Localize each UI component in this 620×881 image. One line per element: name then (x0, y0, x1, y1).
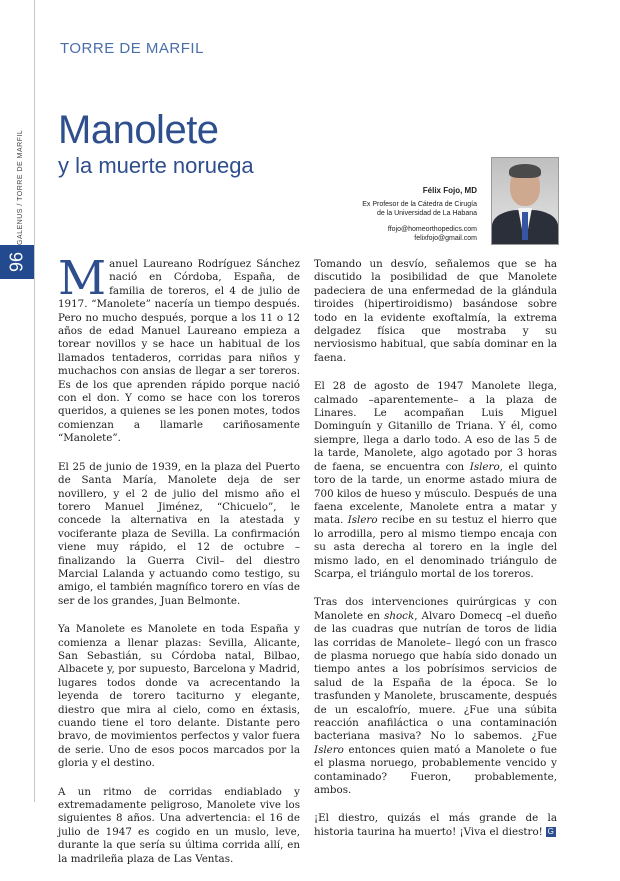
article-column-left (58, 251, 300, 881)
author-affiliation-line-1: Ex Profesor de la Cátedra de Cirugía (362, 201, 477, 208)
paragraph-7-part-2: , Alvaro Domecq –el dueño de las cuadras que nutrían de toros de lidia las corridas de Manolete– llegó con un frasco de plasma noruego que había sido donado un tiempo antes a los pobrísimos servicios de salud de la España de la época. Se lo trasfunden y Manolete, bruscamente, después de un escalofrío, muere. ¿Fue una súbita reacción anafiláctica o una contaminación bacteriana masiva? No lo sabemos. ¿Fue (314, 609, 558, 743)
author-photo (491, 157, 559, 245)
paragraph-4: A un ritmo de corridas endiablado y extremadamente peligroso, Manolete vive los siguientes 8 años. Una advertencia: el 16 de julio de 1947 es cogido en un muslo, leve, durante la que sería su última corrida allí, en la madrileña plaza de Las Ventas. (58, 785, 300, 865)
author-name: Félix Fojo, MD (422, 186, 477, 195)
islero-italic-3: Islero (314, 743, 344, 756)
paragraph-1-text: anuel Laureano Rodríguez Sánchez nació en Córdoba, España, de familia de toreros, el 4 de julio de 1917. “Manolete” nacería un tiempo después. Pero no mucho después, porque a los 11 o 12 años de edad Manuel Laureano empieza a torear novillos y se hace un habitual de los llamados tentaderos, corridas para niños y muchachos con ansias de llegar a ser toreros. Es de los que aprenden rápido porque nació con el don. Y como se hace con los toreros queridos, a quienes se les ponen motes, todos comienzan a llamarle cariñosamente “Manolete”. (58, 258, 300, 445)
sidebar-vertical-label (4, 110, 30, 245)
paragraph-8-text: ¡El diestro, quizás el más grande de la historia taurina ha muerto! ¡Viva el diestro! (314, 812, 557, 838)
page-number-box (0, 245, 34, 279)
page-number: 96 (6, 251, 27, 273)
islero-italic-2: Islero (347, 514, 378, 527)
paragraph-6-part-2: , el quinto toro de la tarde, un enorme astado miura de 700 kilos de hueso y músculo. Después de una faena excelente, Manolete entra a matar y mata. (314, 460, 557, 527)
paragraph-7-part-1: Tras dos intervenciones quirúrgicas y con Manolete en (314, 596, 557, 622)
paragraph-1 (58, 251, 300, 446)
paragraph-6-part-3: recibe en su testuz el hierro que lo arrodilla, pero al mismo tiempo encaja con su asta derecha al torero en la ingle del mismo lado, en el denominado triángulo de Scarpa, el triángulo mortal de los toreros. (314, 514, 557, 580)
article-title: Manolete (58, 108, 219, 152)
article-subtitle: y la muerte noruega (58, 153, 254, 178)
author-block (362, 186, 477, 243)
author-emails (362, 225, 477, 243)
author-email-1: ffojo@homeorthopedics.com (387, 225, 477, 233)
paragraph-7 (314, 596, 557, 797)
end-mark-icon: G (547, 826, 554, 836)
author-affiliation (362, 201, 477, 219)
paragraph-6-part-1: El 28 de agosto de 1947 Manolete llega, calmado –aparentemente– a la plaza de Linares. Le acompañan Luis Miguel Dominguín y Gitanillo de Triana. Y él, como siempre, llega a darlo todo. A eso de las 5 de la tarde, Manolete, algo agotado por 3 horas de faena, se encuentra con (314, 380, 557, 473)
islero-italic-1: Islero (469, 460, 500, 473)
paragraph-5: Tomando un desvío, señalemos que se ha discutido la posibilidad de que Manolete padeciera de una enfermedad de la glándula tiroides (hipertiroidismo) basándose sobre todo en la evidente exoftalmía, la extrema delgadez física que mostraba y su nerviosismo habitual, que sabía dominar en la faena. (314, 258, 557, 364)
article-column-right (314, 258, 557, 854)
author-affiliation-line-2: de la Universidad de La Habana (376, 209, 477, 217)
paragraph-6 (314, 380, 557, 581)
paragraph-3: Ya Manolete es Manolete en toda España y comienza a llenar plazas: Sevilla, Alicante, San Sebastián, su Córdoba natal, Bilbao, Albacete y, por supuesto, Barcelona y Madrid, lugares todos donde va acrecentando la leyenda de torero taciturno y elegante, diestro que mira al cielo, como en éxtasis, cuando tiene el toro delante. Distante pero bravo, de movimientos perfectos y valor fuera de serie. Uno de esos pocos marcados por la gloria y el destino. (58, 623, 300, 770)
sidebar-vertical-text: GALENUS / TORRE DE MARFIL (17, 129, 24, 245)
paragraph-2: El 25 de junio de 1939, en la plaza del Puerto de Santa María, Manolete deja de ser novillero, y el 2 de julio del mismo año el torero Manuel Jiménez, “Chicuelo”, le concede la alternativa en la atestada y vociferante plaza de Sevilla. La confirmación viene muy rápido, el 12 de octubre –finalizando la Guerra Civil– del diestro Marcial Lalanda y actuando como testigo, su amigo, el también magnífico torero en vías de ser de los grandes, Juan Belmonte. (58, 460, 300, 607)
section-header: TORRE DE MARFIL (60, 40, 204, 57)
shock-italic: shock (384, 609, 415, 622)
drop-cap: M (58, 251, 107, 306)
photo-hair (509, 164, 541, 178)
photo-tie (522, 212, 528, 240)
paragraph-8 (314, 812, 557, 839)
paragraph-7-part-3: entonces quien mató a Manolete o fue el plasma noruego, probablemente vencido y contaminado? Fueron, probablemente, ambos. (314, 743, 557, 797)
author-email-2: felixfojo@gmail.com (414, 234, 477, 242)
